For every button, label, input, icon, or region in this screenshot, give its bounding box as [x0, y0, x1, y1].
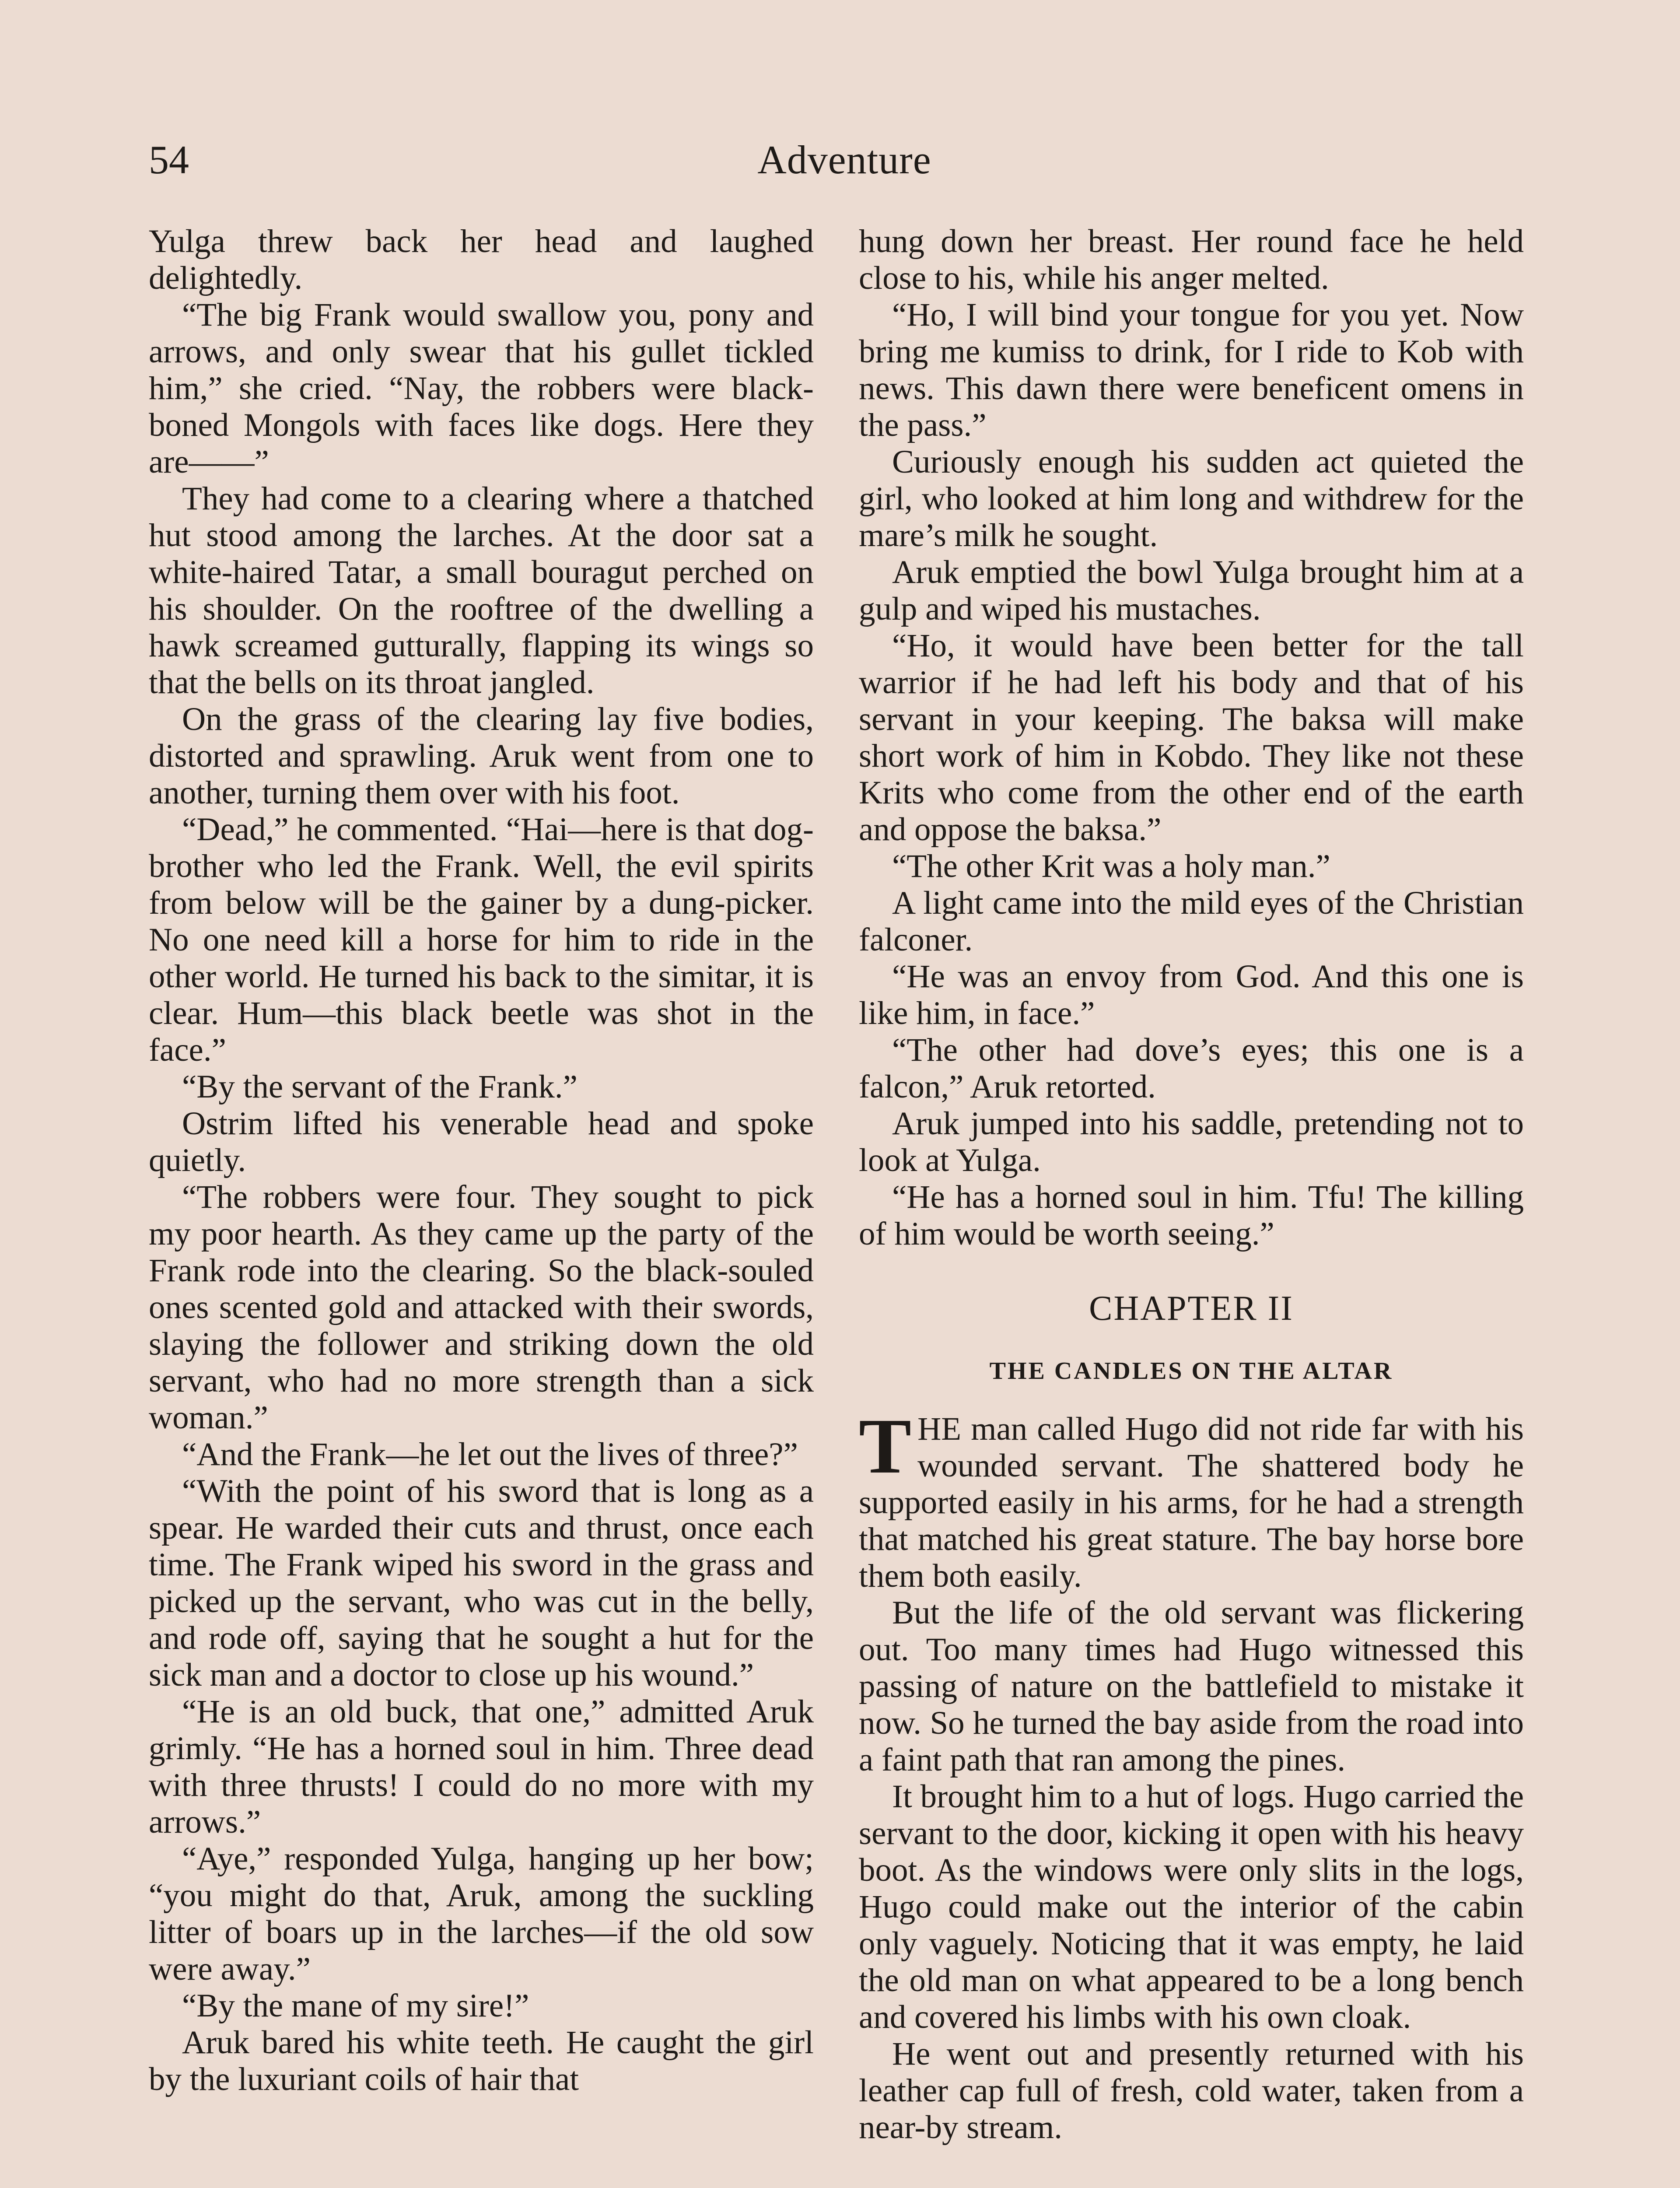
paragraph: On the grass of the clearing lay five bodies, distorted and sprawling. Aruk went from one to another, turning them over with his foot.: [149, 701, 814, 811]
left-column: [149, 223, 814, 2098]
paragraph: Yulga threw back her head and laughed delightedly.: [149, 223, 814, 296]
running-title: Adventure: [757, 137, 931, 182]
paragraph: “Aye,” responded Yulga, hanging up her bow; “you might do that, Aruk, among the suckling litter of boars up in the larches—if the old sow were away.”: [149, 1841, 814, 1987]
paragraph: He went out and presently returned with his leather cap full of fresh, cold water, taken from a near-by stream.: [859, 2036, 1524, 2146]
paragraph: But the life of the old servant was flickering out. Too many times had Hugo witnessed this passing of nature on the battlefield to mistake it now. So he turned the bay aside from the road into a faint path that ran among the pines.: [859, 1595, 1524, 1778]
chapter-subtitle: THE CANDLES ON THE ALTAR: [989, 1357, 1393, 1385]
paragraph: “He was an envoy from God. And this one is like him, in face.”: [859, 958, 1524, 1031]
paragraph: They had come to a clearing where a thatched hut stood among the larches. At the door sat a white-haired Tatar, a small bouragut perched on his shoulder. On the rooftree of the dwelling a hawk screamed gutturally, flapping its wings so that the bells on its throat jangled.: [149, 480, 814, 701]
paragraph: It brought him to a hut of logs. Hugo carried the servant to the door, kicking it open with his heavy boot. As the windows were only slits in the logs, Hugo could make out the interior of the cabin only vaguely. Noticing that it was empty, he laid the old man on what appeared to be a long bench and covered his limbs with his own cloak.: [859, 1778, 1524, 2035]
right-column: [859, 223, 1524, 2146]
paragraph: “By the mane of my sire!”: [182, 1988, 529, 2024]
paragraph: “The other Krit was a holy man.”: [892, 848, 1330, 884]
paragraph: Aruk jumped into his saddle, pretending not to look at Yulga.: [859, 1105, 1524, 1178]
paragraph: Ostrim lifted his venerable head and spoke quietly.: [149, 1105, 814, 1178]
paragraph: “The other had dove’s eyes; this one is a falcon,” Aruk retorted.: [859, 1032, 1524, 1105]
paragraph: Aruk emptied the bowl Yulga brought him at a gulp and wiped his mustaches.: [859, 554, 1524, 627]
paragraph: “Ho, I will bind your tongue for you yet. Now bring me kumiss to drink, for I ride to Kob with news. This dawn there were beneficent omens in the pass.”: [859, 297, 1524, 443]
chapter-title: CHAPTER II: [1089, 1289, 1294, 1328]
paragraph: “Dead,” he commented. “Hai—here is that dog-brother who led the Frank. Well, the evil spirits from below will be the gainer by a dung-picker. No one need kill a horse for him to ride in the other world. He turned his back to the simitar, it is clear. Hum—this black beetle was shot in the face.”: [149, 811, 814, 1068]
paragraph: “And the Frank—he let out the lives of three?”: [182, 1436, 798, 1473]
paragraph: Aruk bared his white teeth. He caught the girl by the luxuriant coils of hair that: [149, 2024, 814, 2097]
drop-cap: T: [859, 1403, 912, 1490]
page-header: [149, 131, 1540, 193]
paragraph: hung down her breast. Her round face he held close to his, while his anger melted.: [859, 223, 1524, 296]
paragraph: “He has a horned soul in him. Tfu! The killing of him would be worth seeing.”: [859, 1179, 1524, 1252]
paragraph: “The big Frank would swallow you, pony and arrows, and only swear that his gullet tickled him,” she cried. “Nay, the robbers were black-boned Mongols with faces like dogs. Here they are——”: [149, 297, 814, 480]
paragraph: “He is an old buck, that one,” admitted Aruk grimly. “He has a horned soul in him. Three dead with three thrusts! I could do no more with my arrows.”: [149, 1694, 814, 1840]
paragraph: “The robbers were four. They sought to pick my poor hearth. As they came up the party of the Frank rode into the clearing. So the black-souled ones scented gold and attacked with their swords, slaying the follower and striking down the old servant, who had no more strength than a sick woman.”: [149, 1179, 814, 1436]
page-number: 54: [149, 137, 189, 182]
paragraph: “Ho, it would have been better for the tall warrior if he had left his body and that of his servant in your keeping. The baksa will make short work of him in Kobdo. They like not these Krits who come from the other end of the earth and oppose the baksa.”: [859, 628, 1524, 848]
paragraph: “With the point of his sword that is long as a spear. He warded their cuts and thrust, once each time. The Frank wiped his sword in the grass and picked up the servant, who was cut in the belly, and rode off, saying that he sought a hut for the sick man and a doctor to close up his wound.”: [149, 1473, 814, 1693]
paragraph: “By the servant of the Frank.”: [182, 1069, 578, 1105]
first-paragraph-text: HE man called Hugo did not ride far with his wounded servant. The shattered body he supported easily in his arms, for he had a strength that matched his great stature. The bay horse bore them both easily.: [859, 1411, 1524, 1594]
paragraph: A light came into the mild eyes of the Christian falconer.: [859, 885, 1524, 958]
paragraph: Curiously enough his sudden act quieted the girl, who looked at him long and withdrew for the mare’s milk he sought.: [859, 444, 1524, 554]
chapter-first-paragraph: [859, 1403, 1524, 1595]
